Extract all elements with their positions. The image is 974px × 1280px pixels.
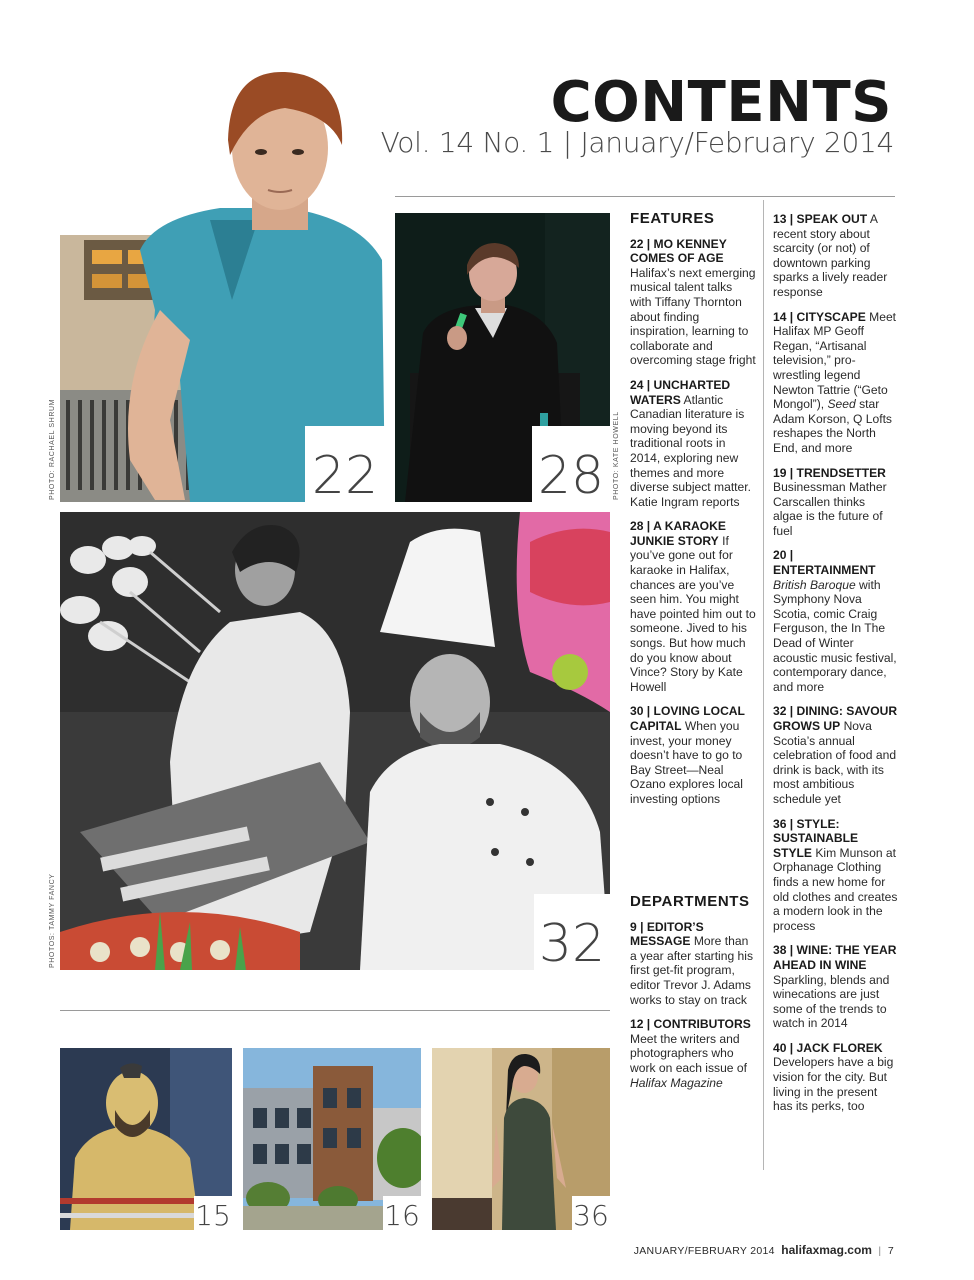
feature-entry[interactable]: 28 | A KARAOKE JUNKIE STORY If you’ve gone out for karaoke in Halifax, chances are you’ve seen him. You might have pointed him out to someone. Jived to his songs. But how much do you know about Vince? Story by Kate Howell	[630, 519, 756, 694]
photo-credit: PHOTOS: TAMMY FANCY	[49, 873, 56, 968]
department-entry[interactable]: 9 | EDITOR’S MESSAGE More than a year after starting his first get-fit program, editor Trevor J. Adams works to stay on track	[630, 919, 754, 1007]
page-number: 32	[538, 914, 606, 970]
department-entry[interactable]: 38 | WINE: THE YEAR AHEAD IN WINE Sparkling, blends and winecations are just some of the trends to watch in 2014	[773, 943, 897, 1031]
photo-credit: PHOTO: RACHAEL SHRUM	[49, 398, 56, 500]
departments-column-continued	[773, 212, 898, 1124]
page-number: 16	[384, 1199, 420, 1230]
karaoke-photo	[395, 213, 610, 502]
header-rule	[395, 196, 895, 197]
department-entry[interactable]: 12 | CONTRIBUTORS Meet the writers and photographers who work on each issue of Halifax Magazine	[630, 1017, 751, 1090]
page-number: 28	[537, 446, 605, 502]
department-entry[interactable]: 40 | JACK FLOREK Developers have a big vision for the city. But living in the present has its perks, too	[773, 1040, 894, 1114]
features-heading: FEATURES	[630, 210, 715, 227]
page-number: 15	[195, 1199, 231, 1230]
features-column	[630, 212, 757, 817]
department-entry[interactable]: 19 | TRENDSETTER Businessman Mather Carscallen thinks algae is the future of fuel	[773, 465, 887, 538]
page-number: 22	[311, 446, 379, 502]
department-entry[interactable]: 14 | CITYSCAPE Meet Halifax MP Geoff Regan, “Artisanal television,” pro-wrestling legend Newton Tattrie (“Geto Mongol”), Seed star Adam Korson, Q Lofts reshapes the North End, and more	[773, 309, 897, 455]
building-photo	[243, 1048, 421, 1230]
fashion-photo	[432, 1048, 610, 1230]
page-footer	[634, 1243, 894, 1257]
page-number-badge	[383, 1196, 421, 1230]
wrestler-photo	[60, 1048, 232, 1230]
page-title: CONTENTS	[550, 70, 892, 135]
department-entry[interactable]: 32 | DINING: SAVOUR GROWS UP Nova Scotia’s annual celebration of food and drink is back, with its most ambitious schedule yet	[773, 704, 898, 806]
department-entry[interactable]: 20 | ENTERTAINMENT British Baroque with Symphony Nova Scotia, comic Craig Ferguson, the In The Dead of Winter acoustic music festival, contemporary dance, and more	[773, 548, 897, 694]
footer-site-link[interactable]: halifaxmag.com	[781, 1243, 872, 1257]
feature-entry[interactable]: 30 | LOVING LOCAL CAPITAL When you invest, your money doesn’t have to go to Bay Street—Neal Ozano explores local investing options	[630, 704, 745, 806]
page-number-badge	[305, 426, 385, 502]
department-entry[interactable]: 36 | STYLE: SUSTAINABLE STYLE Kim Munson at Orphanage Clothing finds a new home for old clothes and creates a modern look in the process	[773, 816, 898, 933]
issue-subtitle: Vol. 14 No. 1 | January/February 2014	[380, 126, 894, 159]
page-number-badge	[532, 426, 610, 502]
footer-separator: |	[878, 1245, 882, 1257]
departments-heading: DEPARTMENTS	[630, 893, 750, 910]
page-number-badge	[194, 1196, 232, 1230]
page-number-badge	[572, 1196, 610, 1230]
mo-kenney-photo	[60, 60, 385, 502]
chefs-photo	[60, 512, 610, 970]
departments-column	[630, 895, 757, 1100]
bottom-rule	[60, 1010, 610, 1011]
footer-page-number: 7	[887, 1245, 894, 1257]
page-number: 36	[573, 1199, 609, 1230]
column-divider	[763, 200, 764, 1170]
feature-entry[interactable]: 22 | MO KENNEY COMES OF AGE Halifax’s next emerging musical talent talks with Tiffany Thornton about finding inspiration, learning to collaborate and overcoming stage fright	[630, 236, 756, 368]
footer-issue: JANUARY/FEBRUARY 2014	[633, 1245, 775, 1257]
feature-entry[interactable]: 24 | UNCHARTED WATERS Atlantic Canadian literature is moving beyond its traditional roots in 2014, exploring new themes and more diverse subject matter. Katie Ingram reports	[630, 377, 751, 509]
photo-credit: PHOTO: KATE HOWELL	[613, 411, 620, 500]
page-number-badge	[534, 894, 610, 970]
department-entry[interactable]: 13 | SPEAK OUT A recent story about scarcity (or not) of downtown parking sparks a lively reader response	[773, 212, 888, 299]
